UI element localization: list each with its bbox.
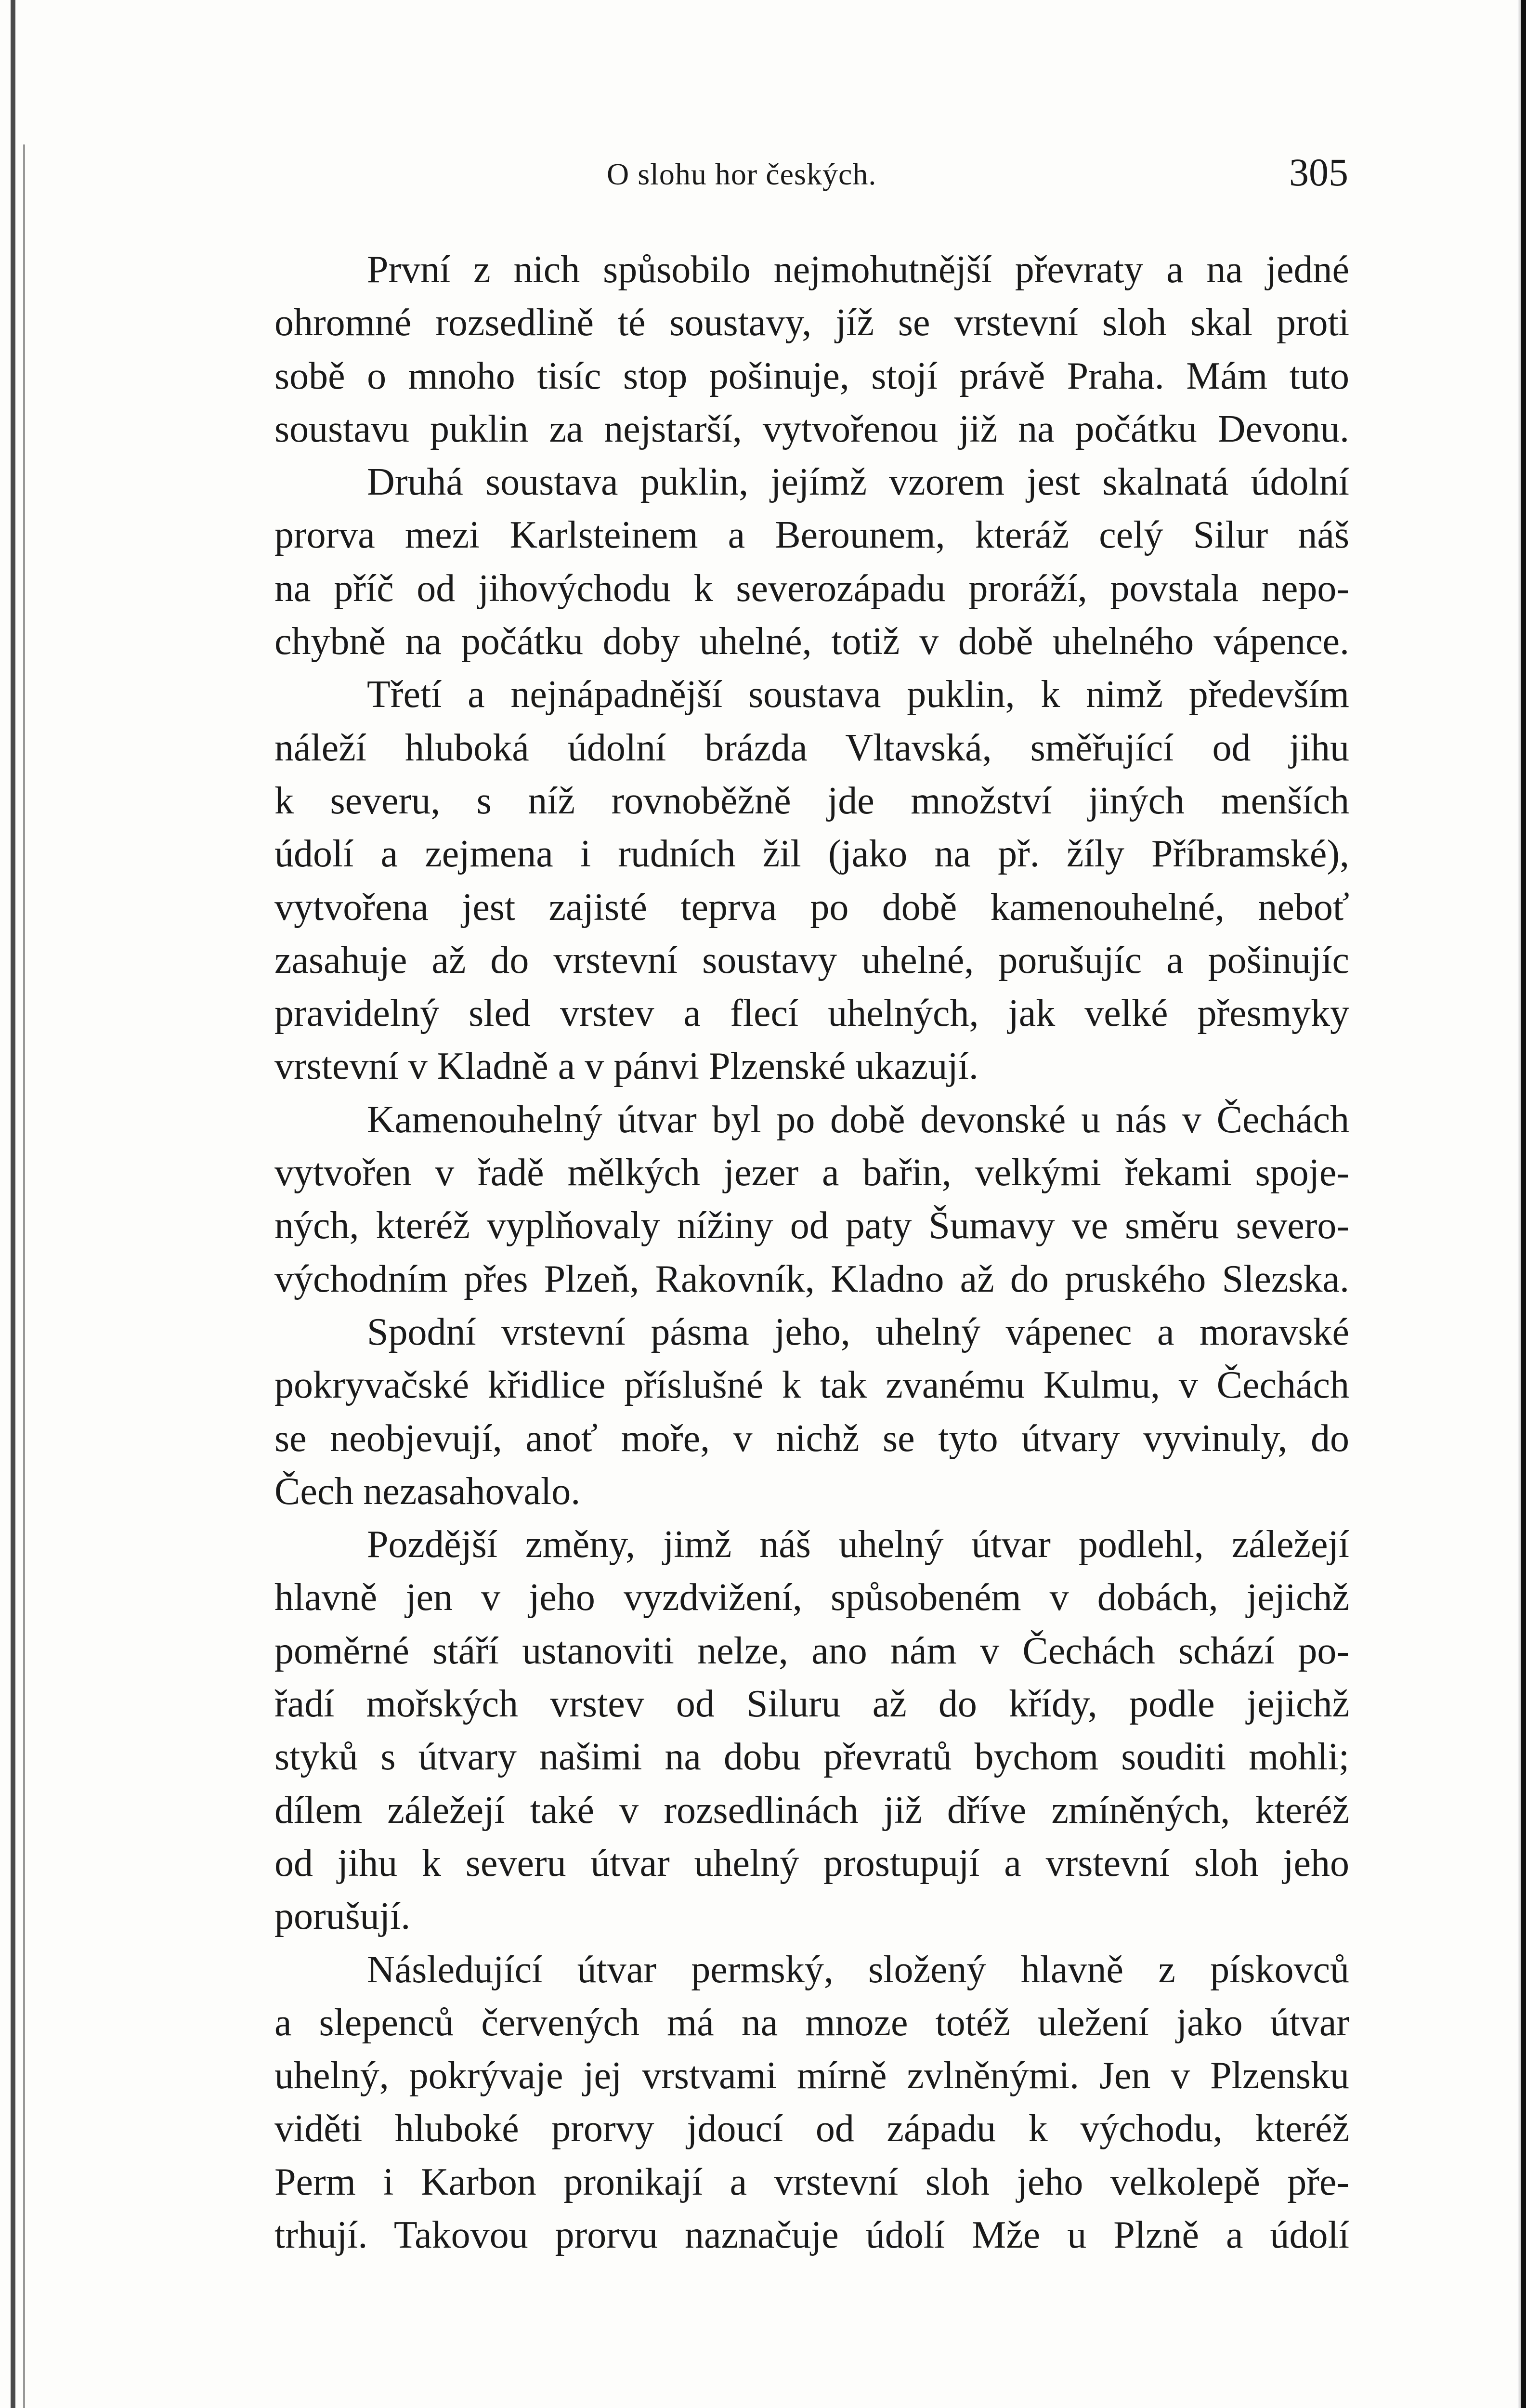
running-head: O slohu hor českých.	[607, 157, 877, 191]
text-line: Perm i Karbon pronikají a vrstevní sloh jeho velkolepě pře-	[274, 2160, 1349, 2203]
text-line: Druhá soustava puklin, jejímž vzorem jest skalnatá údolní	[367, 461, 1349, 504]
paragraph-2	[182, 456, 1349, 668]
text-line: Čech nezasahovalo.	[274, 1470, 581, 1513]
text-line: náleží hluboká údolní brázda Vltavská, směřující od jihu	[274, 726, 1349, 769]
text-line: prorva mezi Karlsteinem a Berounem, kteráž celý Silur náš	[274, 514, 1349, 557]
scan-edge-right-dark	[1521, 0, 1526, 2408]
text-line: ohromné rozsedlině té soustavy, jíž se vrstevní sloh skal proti	[274, 301, 1349, 344]
page-header	[183, 150, 1348, 205]
scan-edge-left-line	[23, 144, 25, 2408]
text-line: od jihu k severu útvar uhelný prostupují a vrstevní sloh jeho	[274, 1842, 1349, 1885]
text-line: východním přes Plzeň, Rakovník, Kladno až do pruského Slezska.	[274, 1257, 1349, 1300]
scan-edge-left	[11, 0, 15, 2408]
body-text	[182, 243, 1349, 2262]
text-line: dílem záležejí také v rozsedlinách již dříve zmíněných, kteréž	[274, 1789, 1349, 1832]
text-line: soustavu puklin za nejstarší, vytvořenou již na počátku Devonu.	[274, 407, 1349, 450]
text-line: vytvořen v řadě mělkých jezer a bařin, velkými řekami spoje-	[274, 1152, 1349, 1194]
text-line: hlavně jen v jeho vyzdvižení, spůsobeném v dobách, jejichž	[274, 1576, 1349, 1619]
text-line: Následující útvar permský, složený hlavně z pískovců	[367, 1948, 1349, 1991]
paragraph-7	[182, 1943, 1349, 2262]
text-line: vytvořena jest zajisté teprva po době kamenouhelné, neboť	[274, 886, 1349, 929]
text-line: na příč od jihovýchodu k severozápadu proráží, povstala nepo-	[274, 567, 1349, 610]
paragraph-1	[182, 243, 1349, 456]
text-line: Kamenouhelný útvar byl po době devonské u nás v Čechách	[367, 1098, 1349, 1141]
text-line: se neobjevují, anoť moře, v nichž se tyto útvary vyvinuly, do	[274, 1417, 1349, 1460]
text-line: zasahuje až do vrstevní soustavy uhelné, porušujíc a pošinujíc	[274, 939, 1349, 982]
text-line: První z nich spůsobilo nejmohutnější převraty a na jedné	[367, 249, 1349, 291]
text-line: k severu, s níž rovnoběžně jde množství jiných menších	[274, 779, 1349, 822]
text-line: vrstevní v Kladně a v pánvi Plzenské ukazují.	[274, 1045, 978, 1088]
paragraph-6	[182, 1518, 1349, 1943]
text-line: trhují. Takovou prorvu naznačuje údolí Mže u Plzně a údolí	[274, 2213, 1349, 2256]
text-line: chybně na počátku doby uhelné, totiž v době uhelného vápence.	[274, 620, 1349, 663]
text-line: styků s útvary našimi na dobu převratů bychom souditi mohli;	[274, 1736, 1349, 1779]
paragraph-5	[182, 1306, 1349, 1518]
text-line: Spodní vrstevní pásma jeho, uhelný vápenec a moravské	[367, 1310, 1349, 1353]
text-line: řadí mořských vrstev od Siluru až do křídy, podle jejichž	[274, 1683, 1349, 1726]
text-line: porušují.	[274, 1895, 411, 1938]
text-line: sobě o mnoho tisíc stop pošinuje, stojí právě Praha. Mám tuto	[274, 354, 1349, 397]
text-line: poměrné stáří ustanoviti nelze, ano nám v Čechách schází po-	[274, 1629, 1349, 1672]
text-line: údolí a zejmena i rudních žil (jako na př. žíly Příbramské),	[274, 833, 1349, 876]
text-line: ných, kteréž vyplňovaly nížiny od paty Šumavy ve směru severo-	[274, 1204, 1349, 1247]
text-line: Třetí a nejnápadnější soustava puklin, k nimž především	[367, 673, 1349, 716]
text-line: uhelný, pokrývaje jej vrstvami mírně zvlněnými. Jen v Plzensku	[274, 2055, 1349, 2097]
paragraph-3	[182, 668, 1349, 1093]
text-line: viděti hluboké prorvy jdoucí od západu k východu, kteréž	[274, 2107, 1349, 2150]
paragraph-4	[182, 1093, 1349, 1306]
text-line: Pozdější změny, jimž náš uhelný útvar podlehl, záležejí	[367, 1523, 1349, 1566]
page-number: 305	[1289, 150, 1348, 194]
text-line: pokryvačské křidlice příslušné k tak zvanému Kulmu, v Čechách	[274, 1364, 1349, 1407]
text-line: pravidelný sled vrstev a flecí uhelných, jak velké přesmyky	[274, 992, 1349, 1035]
text-line: a slepenců červených má na mnoze totéž uležení jako útvar	[274, 2001, 1349, 2044]
